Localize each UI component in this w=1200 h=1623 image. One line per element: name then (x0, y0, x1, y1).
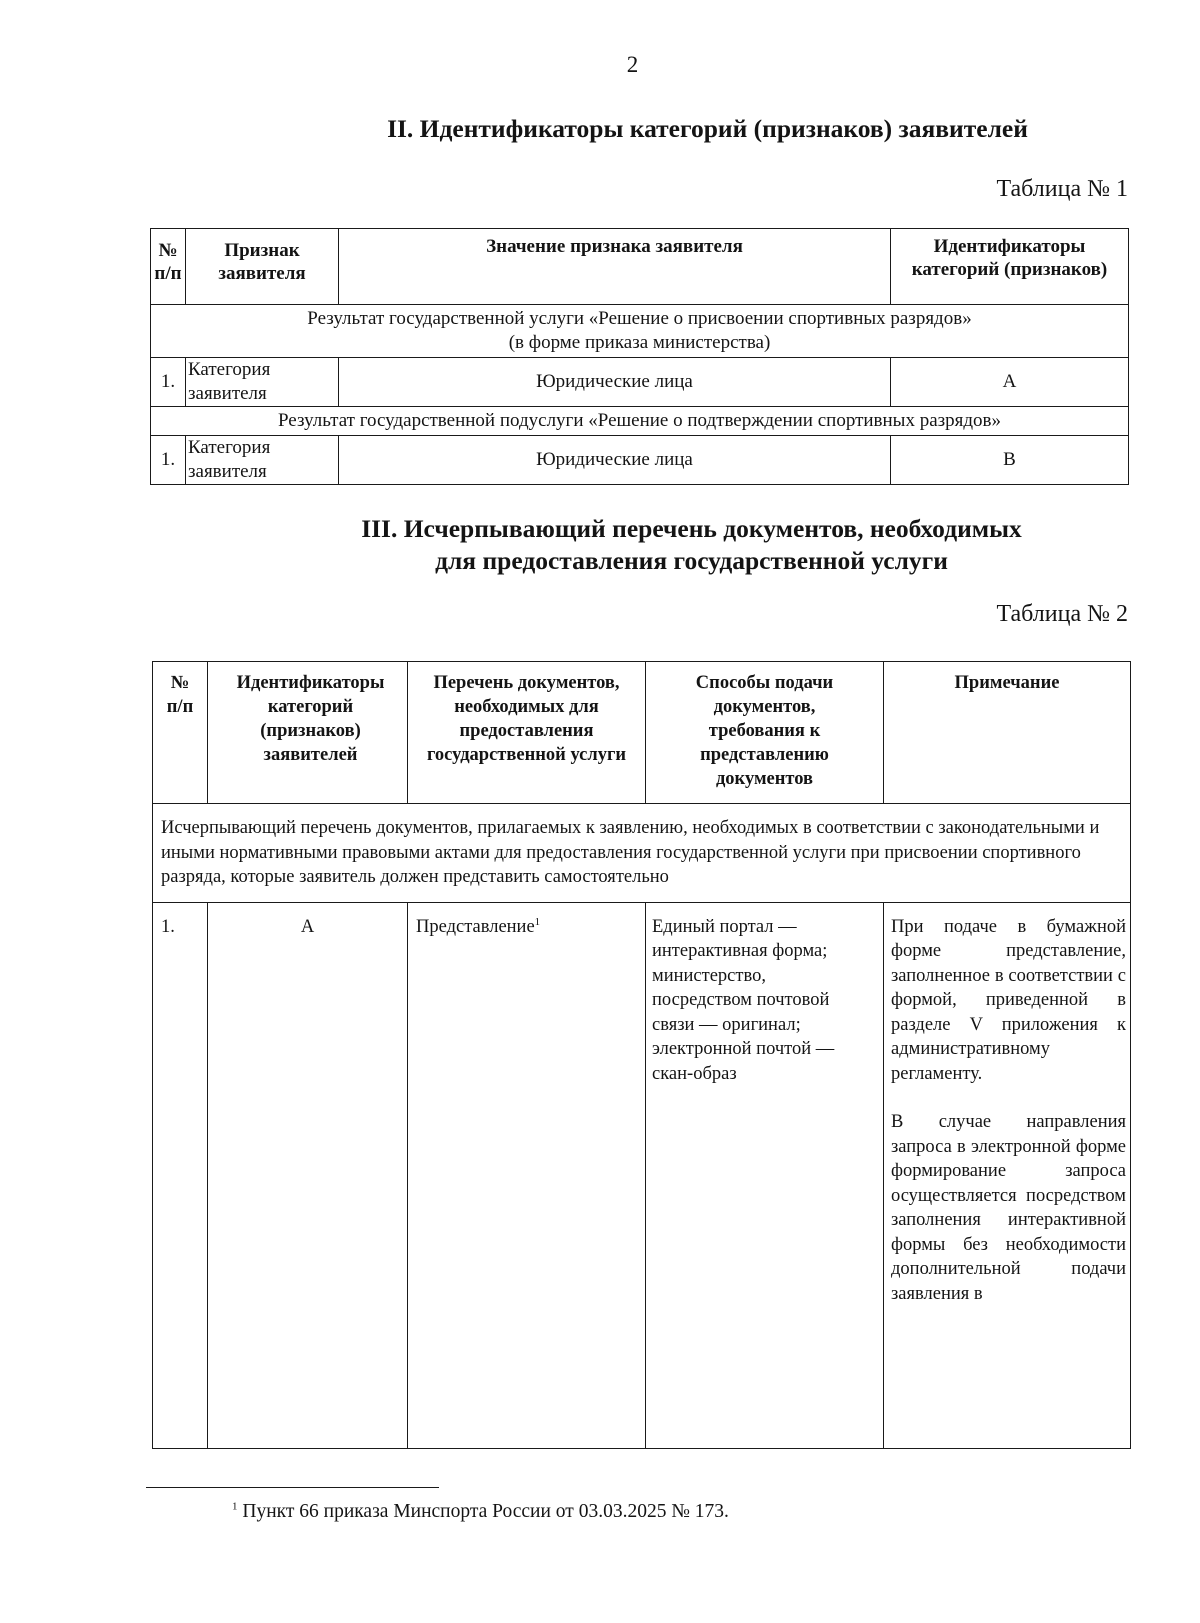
header-value: Значение признака заявителя (339, 229, 891, 305)
row-number: 1. (151, 436, 186, 485)
row-value: Юридические лица (339, 358, 891, 407)
table-1-label: Таблица № 1 (996, 176, 1128, 202)
row-number: 1. (151, 358, 186, 407)
page-number: 2 (626, 52, 639, 77)
row-attribute: Категория заявителя (186, 358, 339, 407)
row-identifier: А (208, 902, 408, 1448)
section-3-title: III. Исчерпывающий перечень документов, необходимых для предоставления государственной услуги (361, 514, 1022, 575)
result-row (151, 407, 1129, 436)
footnote (232, 1501, 729, 1523)
header-attribute: Признак заявителя (186, 229, 339, 305)
header-methods: Способы подачи документов, требования к представлению документов (646, 662, 884, 804)
table-2-label: Таблица № 2 (996, 601, 1128, 627)
table-1-header-row (151, 229, 1129, 305)
header-number: № п/п (153, 662, 208, 804)
header-identifiers: Идентификаторы категорий (признаков) заявителей (208, 662, 408, 804)
header-number: № п/п (151, 229, 186, 305)
intro-row (153, 804, 1131, 903)
table-2-header-row (153, 662, 1131, 804)
row-number: 1. (153, 902, 208, 1448)
intro-cell: Исчерпывающий перечень документов, прилагаемых к заявлению, необходимых в соответствии с законодательными и иными нормативными правовыми актами для предоставления государственной услуги при присвоении спортивного разряда, которые заявитель должен представить самостоятельно (153, 804, 1131, 903)
header-note: Примечание (884, 662, 1131, 804)
footnote-mark: 1 (232, 1500, 238, 1513)
table-row (151, 358, 1129, 407)
table-row (153, 902, 1131, 1448)
note-paragraph-1: При подаче в бумажной форме представление, заполненное в соответствии с формой, приведенной в разделе V приложения к административному регламенту. (891, 916, 1126, 1084)
section-2-title: II. Идентификаторы категорий (признаков) заявителей (387, 114, 1028, 143)
applicant-categories-table (150, 228, 1129, 485)
result-cell: Результат государственной услуги «Решение о присвоении спортивных разрядов» (в форме приказа министерства) (151, 305, 1129, 358)
table-row (151, 436, 1129, 485)
footnote-text: Пункт 66 приказа Минспорта России от 03.03.2025 № 173. (242, 1501, 729, 1522)
header-documents: Перечень документов, необходимых для предоставления государственной услуги (408, 662, 646, 804)
footnote-divider (146, 1487, 439, 1488)
result-cell: Результат государственной подуслуги «Решение о подтверждении спортивных разрядов» (151, 407, 1129, 436)
row-note (884, 902, 1131, 1448)
documents-table (152, 661, 1131, 1449)
result-row (151, 305, 1129, 358)
header-identifiers: Идентификаторы категорий (признаков) (891, 229, 1129, 305)
row-attribute: Категория заявителя (186, 436, 339, 485)
row-identifier: А (891, 358, 1129, 407)
note-paragraph-2: В случае направления запроса в электронной форме формирование запроса осуществляется посредством заполнения интерактивной формы без необходимости дополнительной подачи заявления в (891, 1112, 1126, 1304)
row-document: Представление$^1$ (408, 902, 646, 1448)
row-identifier: В (891, 436, 1129, 485)
footnote-ref: 1 (534, 915, 541, 928)
row-value: Юридические лица (339, 436, 891, 485)
row-methods: Единый портал — интерактивная форма; министерство, посредством почтовой связи — оригинал; электронной почтой — скан-образ (646, 902, 884, 1448)
